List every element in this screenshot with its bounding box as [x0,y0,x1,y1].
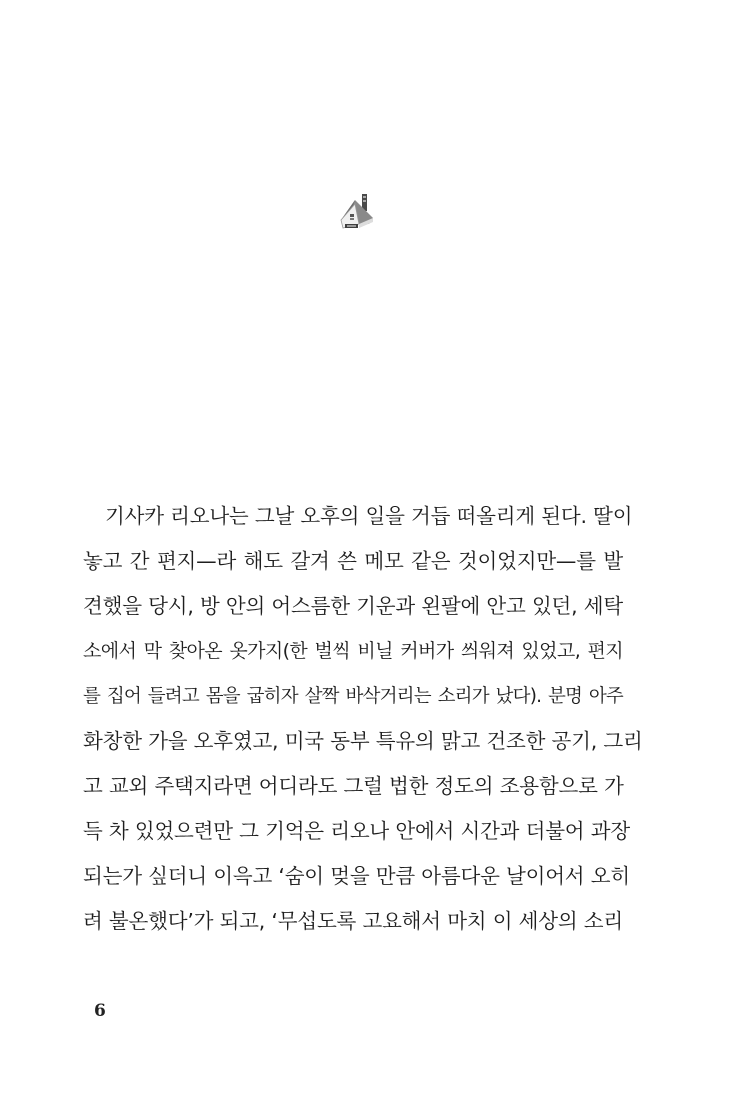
text-line: 소에서 막 찾아온 옷가지(한 벌씩 비닐 커버가 씌워져 있었고, 편지 [83,640,623,662]
text-line: 견했을 당시, 방 안의 어스름한 기운과 왼팔에 안고 있던, 세탁 [83,594,623,618]
text-line: 화창한 가을 오후였고, 미국 동부 특유의 맑고 건조한 공기, 그리 [83,729,643,753]
text-line: 를 집어 들려고 몸을 굽히자 살짝 바삭거리는 소리가 났다). 분명 아주 [83,686,623,707]
body-paragraph [83,494,643,944]
text-line: 고 교외 주택지라면 어디라도 그럴 법한 정도의 조용함으로 가 [83,774,624,798]
house-icon [337,190,381,234]
text-line: 되는가 싶더니 이윽고 ‘숨이 멎을 만큼 아름다운 날이어서 오히 [83,864,630,888]
page-number: 6 [94,1001,106,1021]
text-line: 놓고 간 편지—라 해도 갈겨 쓴 메모 같은 것이었지만—를 발 [83,549,623,573]
text-line: 득 차 있었으련만 그 기억은 리오나 안에서 시간과 더불어 과장 [83,819,630,843]
text-line: 려 불온했다’가 되고, ‘무섭도록 고요해서 마치 이 세상의 소리 [83,909,623,933]
text-line: 기사카 리오나는 그날 오후의 일을 거듭 떠올리게 된다. 딸이 [105,504,633,528]
